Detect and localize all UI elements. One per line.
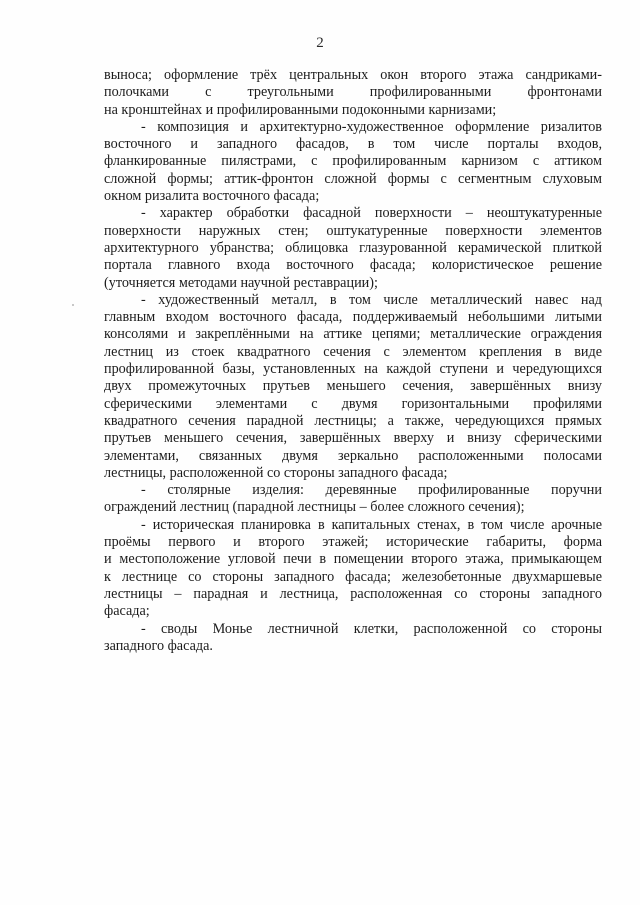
paragraph [104,119,602,205]
text-line: восточного и западного фасадов, в том числе порталы входов, [104,136,602,153]
text-line: выноса; оформление трёх центральных окон второго этажа сандриками- [104,67,602,83]
text-line: профилированной базы, установленных на каждой ступени и чередующихся [104,361,602,378]
paragraph [104,517,602,621]
text-line: прутьев меньшего сечения, завершённых вверху и внизу сферическими [104,430,602,447]
paragraph [104,67,602,119]
text-line: квадратного сечения парадной лестницы; а также, чередующихся прямых [104,412,602,429]
text-line: сферическими элементами с двумя горизонтальными профилями [104,395,602,412]
scan-speck [72,304,74,306]
text-line: портала главного входа восточного фасада; колористическое решение [104,257,602,274]
paragraph [104,292,602,482]
text-line: полочками с треугольными профилированными фронтонами [104,84,602,101]
text-line: элементами, связанных двумя зеркально расположенными полосами [104,447,602,464]
text-line: окном ризалита восточного фасада; [104,188,320,205]
text-line: - композиция и архитектурно-художественное оформление ризалитов [141,118,602,135]
paragraph [104,482,602,517]
text-line: (уточняется методами научной реставрации); [104,274,378,291]
text-line: западного фасада. [104,637,213,654]
text-line: фланкированные пилястрами, с профилированным карнизом с аттиком [104,153,602,170]
text-line: - характер обработки фасадной поверхности – неоштукатуренные [141,205,602,222]
text-line: ограждений лестниц (парадной лестницы – более сложного сечения); [104,499,525,516]
page-number: 2 [316,35,324,51]
text-line: лестницы – парадная и лестница, расположенная со стороны западного [104,585,602,602]
text-line: - столярные изделия: деревянные профилированные поручни [141,482,602,499]
paragraph [104,205,602,291]
text-line: к лестнице со стороны западного фасада; железобетонные двухмаршевые [104,568,602,585]
text-line: - историческая планировка в капитальных стенах, в том числе арочные [141,516,602,533]
text-line: лестницы, расположенной со стороны западного фасада; [104,464,448,481]
text-line: проёмы первого и второго этажей; исторические габариты, форма [104,534,602,551]
text-line: и местоположение угловой печи в помещении второго этажа, примыкающем [104,551,602,568]
text-line: сложной формы; аттик-фронтон сложной формы с сегментным слуховым [104,170,602,187]
text-line: лестниц из стоек квадратного сечения с элементом крепления в виде [104,343,602,360]
text-line: главным входом восточного фасада, поддерживаемый небольшими литыми [104,309,602,326]
text-line: - художественный металл, в том числе металлический навес над [141,291,602,308]
text-line: поверхности наружных стен; оштукатуренные поверхности элементов [104,222,602,239]
text-line: фасада; [104,603,150,620]
text-line: двух промежуточных прутьев меньшего сечения, завершённых внизу [104,378,602,395]
text-line: архитектурного убранства; облицовка глазурованной керамической плиткой [104,239,602,256]
text-line: консолями и закреплёнными на аттике цепями; металлические ограждения [104,326,602,343]
text-line: - своды Монье лестничной клетки, расположенной со стороны [141,620,602,637]
text-line: на кронштейнах и профилированными подоконными карнизами; [104,101,497,118]
document-body [104,67,602,655]
paragraph [104,621,602,656]
